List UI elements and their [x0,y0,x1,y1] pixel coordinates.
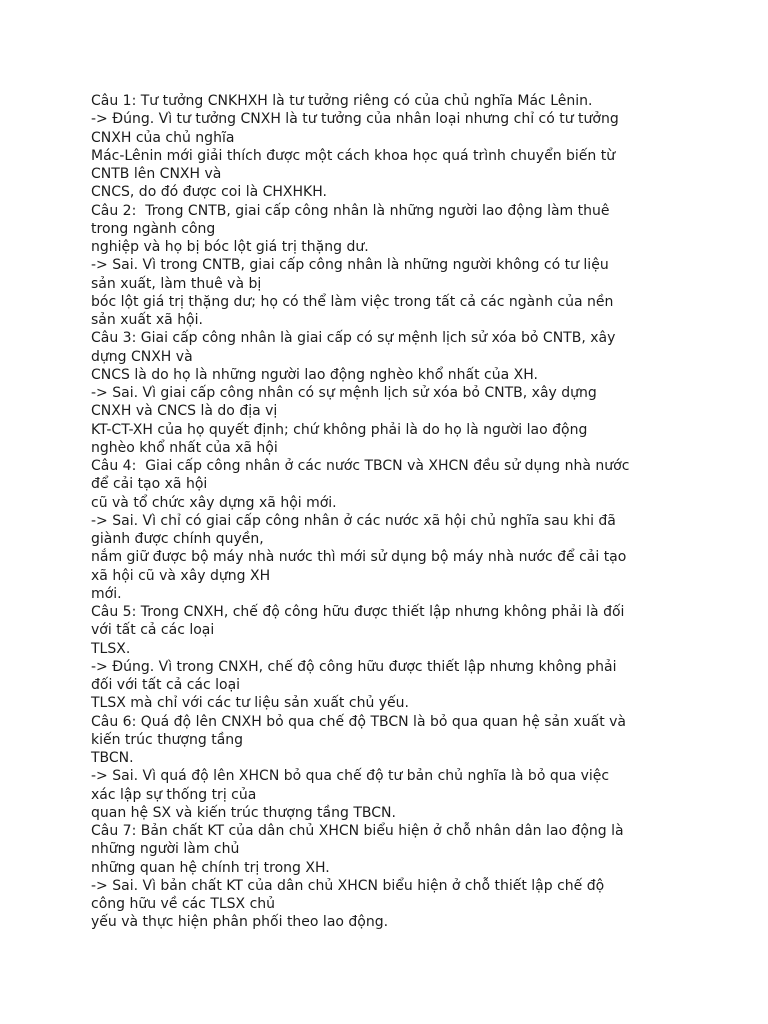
document-line: sản xuất, làm thuê và bị [91,275,262,292]
document-line: CNTB lên CNXH và [91,166,222,182]
document-line: -> Đúng. Vì trong CNXH, chế độ công hữu được thiết lập nhưng không phải [91,658,617,675]
document-line: -> Đúng. Vì tư tưởng CNXH là tư tưởng của nhân loại nhưng chỉ có tư tưởng [91,111,619,128]
document-line: Câu 7: Bản chất KT của dân chủ XHCN biểu hiện ở chỗ nhân dân lao động là [91,823,624,839]
document-line: Câu 4: Giai cấp công nhân ở các nước TBCN và XHCN đều sử dụng nhà nước [91,458,630,474]
document-line: giành được chính quyền, [91,531,264,547]
document-line: -> Sai. Vì quá độ lên XHCN bỏ qua chế độ tư bản chủ nghĩa là bỏ qua việc [91,768,610,785]
document-line: Câu 5: Trong CNXH, chế độ công hữu được thiết lập nhưng không phải là đối [91,604,625,620]
document-line: TLSX. [91,640,131,657]
document-line: sản xuất xã hội. [91,312,203,328]
document-line: KT-CT-XH của họ quyết định; chứ không phải là do họ là người lao động [91,421,588,438]
document-line: đối với tất cả các loại [91,677,241,693]
document-line: những người làm chủ [91,841,240,858]
document-line: Câu 6: Quá độ lên CNXH bỏ qua chế độ TBCN là bỏ qua quan hệ sản xuất và [91,713,627,730]
document-line: để cải tạo xã hội [91,476,208,493]
document-line: cũ và tổ chức xây dựng xã hội mới. [91,494,337,511]
document-line: TLSX mà chỉ với các tư liệu sản xuất chủ yếu. [91,695,409,712]
document-line: bóc lột giá trị thặng dư; họ có thể làm việc trong tất cả các ngành của nền [91,293,614,310]
document-line: xác lập sự thống trị của [91,786,257,803]
document-line: yếu và thực hiện phân phối theo lao động. [91,914,389,931]
document-line: -> Sai. Vì giai cấp công nhân có sự mệnh lịch sử xóa bỏ CNTB, xây dựng [91,385,597,401]
document-line: Mác-Lênin mới giải thích được một cách khoa học quá trình chuyển biến từ [91,147,616,164]
document-line: CNXH và CNCS là do địa vị [91,403,278,420]
document-line: nghèo khổ nhất của xã hội [91,439,278,456]
document-line: nghiệp và họ bị bóc lột giá trị thặng dư. [91,239,369,255]
document-line: -> Sai. Vì bản chất KT của dân chủ XHCN biểu hiện ở chỗ thiết lập chế độ [91,877,605,894]
document-line: CNXH của chủ nghĩa [91,129,235,146]
document-line: dựng CNXH và [91,348,193,365]
document-line: xã hội cũ và xây dựng XH [91,567,271,584]
document-line: nắm giữ được bộ máy nhà nước thì mới sử dụng bộ máy nhà nước để cải tạo [91,549,627,566]
document-line: những quan hệ chính trị trong XH. [91,859,330,876]
document-line: -> Sai. Vì chỉ có giai cấp công nhân ở các nước xã hội chủ nghĩa sau khi đã [91,512,616,529]
document-line: quan hệ SX và kiến trúc thượng tầng TBCN. [91,804,396,821]
document-line: với tất cả các loại [91,622,215,639]
document-line: CNCS, do đó được coi là CHXHKH. [91,184,327,201]
document-line: CNCS là do họ là những người lao động nghèo khổ nhất của XH. [91,366,538,383]
document-line: mới. [91,585,122,602]
document-body [91,92,681,932]
document-line: công hữu về các TLSX chủ [91,896,276,912]
document-line: kiến trúc thượng tầng [91,731,244,748]
document-line: -> Sai. Vì trong CNTB, giai cấp công nhân là những người không có tư liệu [91,257,609,274]
document-line: Câu 3: Giai cấp công nhân là giai cấp có sự mệnh lịch sử xóa bỏ CNTB, xây [91,330,616,347]
document-line: Câu 2: Trong CNTB, giai cấp công nhân là những người lao động làm thuê [91,202,610,219]
document-line: TBCN. [91,750,134,766]
document-line: Câu 1: Tư tưởng CNKHXH là tư tưởng riêng có của chủ nghĩa Mác Lênin. [91,93,593,109]
document-line: trong ngành công [91,220,216,237]
